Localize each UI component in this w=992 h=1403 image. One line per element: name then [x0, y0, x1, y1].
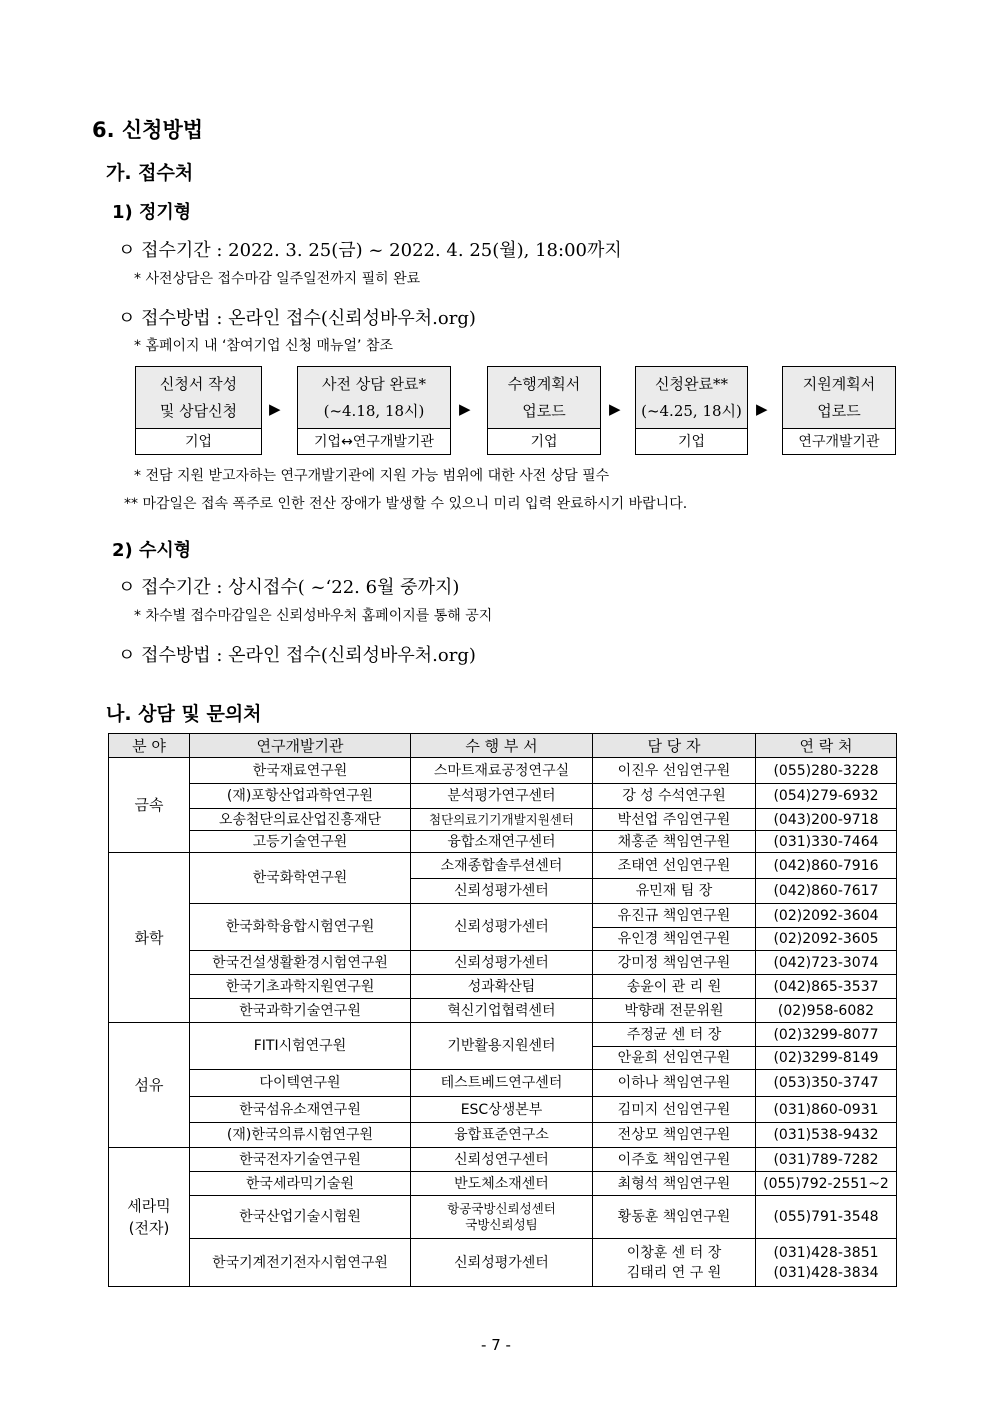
org-cell: 한국섬유소재연구원 — [190, 1097, 411, 1123]
dept-cell: 기반활용지원센터 — [411, 1023, 593, 1070]
flow-arrow-2: ▶ — [459, 400, 471, 418]
person-cell: 이주호 책임연구원 — [593, 1148, 756, 1172]
org-cell: 한국건설생활환경시험연구원 — [190, 951, 411, 975]
table-row — [109, 809, 897, 831]
table-row — [109, 1239, 897, 1287]
org-cell: 한국과학기술연구원 — [190, 999, 411, 1023]
flow-step-5-line2: 업로드 — [817, 401, 861, 420]
flow-step-4 — [635, 366, 748, 455]
subsection-b-title: 나. 상담 및 문의처 — [106, 703, 262, 725]
rolling-title: 2) 수시형 — [112, 540, 192, 561]
table-row — [109, 1097, 897, 1123]
person-cell: 유민재 팀 장 — [593, 879, 756, 904]
phone-cell: (042)723-3074 — [756, 951, 897, 975]
dept-line: 국방신뢰성팀 — [465, 1217, 538, 1232]
person-cell: 박선업 주임연구원 — [593, 809, 756, 831]
flow-step-1-actor: 기업 — [184, 433, 213, 450]
phone-cell — [756, 1239, 897, 1287]
flow-step-1-line2: 및 상담신청 — [159, 401, 238, 420]
regular-title: 1) 정기형 — [112, 202, 192, 223]
dept-cell: ESC상생본부 — [411, 1097, 593, 1123]
dept-cell: 혁신기업협력센터 — [411, 999, 593, 1023]
regular-method-note: * 홈페이지 내 ‘참여기업 신청 매뉴얼’ 참조 — [134, 338, 393, 354]
rolling-period-note: * 차수별 접수마감일은 신뢰성바우처 홈페이지를 통해 공지 — [134, 608, 493, 624]
regular-method: ㅇ 접수방법 : 온라인 접수(신뢰성바우처.org) — [118, 308, 476, 329]
phone-cell: (02)2092-3604 — [756, 904, 897, 928]
phone-cell: (055)791-3548 — [756, 1196, 897, 1239]
dept-cell: 신뢰성평가센터 — [411, 879, 593, 904]
dept-cell: 신뢰성평가센터 — [411, 951, 593, 975]
flow-step-4-actor: 기업 — [677, 433, 706, 450]
org-cell: (재)한국의류시험연구원 — [190, 1123, 411, 1148]
org-cell: 한국기초과학지원연구원 — [190, 975, 411, 999]
org-cell: 한국화학융합시험연구원 — [190, 904, 411, 951]
phone-cell: (055)280-3228 — [756, 758, 897, 784]
org-cell: 고등기술연구원 — [190, 831, 411, 853]
phone-cell: (043)200-9718 — [756, 809, 897, 831]
person-cell: 조태연 선임연구원 — [593, 853, 756, 879]
person-cell: 김미지 선임연구원 — [593, 1097, 756, 1123]
regular-period: ㅇ 접수기간 : 2022. 3. 25(금) ~ 2022. 4. 25(월), 18:00까지 — [118, 240, 622, 261]
table-row — [109, 1196, 897, 1239]
page-number: - 7 - — [481, 1336, 511, 1354]
flow-step-2-line1: 사전 상담 완료* — [322, 374, 426, 393]
flow-step-5-actor: 연구개발기관 — [798, 433, 880, 450]
table-row — [109, 975, 897, 999]
phone-line: (031)428-3851 — [773, 1244, 879, 1261]
table-row — [109, 1172, 897, 1196]
flow-step-2-actor: 기업↔연구개발기관 — [314, 433, 434, 450]
table-row — [109, 758, 897, 784]
rolling-period: ㅇ 접수기간 : 상시접수( ~‘22. 6월 중까지) — [118, 577, 460, 598]
phone-cell: (055)792-2551~2 — [756, 1172, 897, 1196]
person-line: 김태리 연 구 원 — [626, 1264, 722, 1281]
flow-step-3-line1: 수행계획서 — [507, 374, 581, 393]
dept-cell: 융합소재연구센터 — [411, 831, 593, 853]
dept-cell — [411, 1196, 593, 1239]
flow-step-3 — [487, 366, 601, 455]
org-cell: 한국화학연구원 — [190, 853, 411, 904]
table-row — [109, 831, 897, 853]
rolling-method: ㅇ 접수방법 : 온라인 접수(신뢰성바우처.org) — [118, 645, 476, 666]
phone-cell: (054)279-6932 — [756, 784, 897, 809]
person-cell: 박향래 전문위원 — [593, 999, 756, 1023]
person-cell: 이하나 책임연구원 — [593, 1070, 756, 1097]
dept-cell: 소재종합솔루션센터 — [411, 853, 593, 879]
person-cell: 전상모 책임연구원 — [593, 1123, 756, 1148]
org-cell: 한국재료연구원 — [190, 758, 411, 784]
phone-cell: (031)330-7464 — [756, 831, 897, 853]
person-cell: 송윤이 관 리 원 — [593, 975, 756, 999]
phone-line: (031)428-3834 — [773, 1264, 879, 1281]
flow-step-4-line2: (~4.25, 18시) — [641, 401, 742, 420]
org-cell: 다이텍연구원 — [190, 1070, 411, 1097]
dept-line: 항공국방신뢰성센터 — [447, 1201, 556, 1216]
person-cell: 주정균 센 터 장 — [593, 1023, 756, 1047]
dept-cell: 첨단의료기기개발지원센터 — [411, 809, 593, 831]
phone-cell: (02)3299-8077 — [756, 1023, 897, 1047]
person-cell: 이진우 선임연구원 — [593, 758, 756, 784]
subsection-a-title: 가. 접수처 — [106, 162, 194, 184]
dept-cell: 신뢰성평가센터 — [411, 1239, 593, 1287]
org-cell: 한국산업기술시험원 — [190, 1196, 411, 1239]
phone-cell: (031)789-7282 — [756, 1148, 897, 1172]
table-row — [109, 904, 897, 928]
person-cell: 강미정 책임연구원 — [593, 951, 756, 975]
flow-note-2: ** 마감일은 접속 폭주로 인한 전산 장애가 발생할 수 있으니 미리 입력 완료하시기 바랍니다. — [124, 496, 688, 512]
header-phone: 연 락 처 — [756, 734, 897, 758]
contacts-table — [108, 733, 897, 1287]
phone-cell: (042)860-7916 — [756, 853, 897, 879]
flow-arrow-4: ▶ — [756, 400, 768, 418]
dept-cell: 신뢰성연구센터 — [411, 1148, 593, 1172]
person-cell — [593, 1239, 756, 1287]
table-row — [109, 999, 897, 1023]
table-row — [109, 1070, 897, 1097]
regular-period-note: * 사전상담은 접수마감 일주일전까지 필히 완료 — [134, 271, 421, 287]
phone-cell: (053)350-3747 — [756, 1070, 897, 1097]
flow-step-5 — [782, 366, 896, 455]
category-cell: 섬유 — [109, 1023, 190, 1148]
org-cell: 한국기계전기전자시험연구원 — [190, 1239, 411, 1287]
person-cell: 채홍준 책임연구원 — [593, 831, 756, 853]
flow-step-2-line2: (~4.18, 18시) — [323, 401, 425, 420]
flow-step-1 — [135, 366, 262, 455]
org-cell: FITI시험연구원 — [190, 1023, 411, 1070]
phone-cell: (042)860-7617 — [756, 879, 897, 904]
dept-cell: 테스트베드연구센터 — [411, 1070, 593, 1097]
flow-arrow-3: ▶ — [609, 400, 621, 418]
person-cell: 최형석 책임연구원 — [593, 1172, 756, 1196]
person-cell: 유진규 책임연구원 — [593, 904, 756, 928]
dept-cell: 성과확산팀 — [411, 975, 593, 999]
dept-cell: 분석평가연구센터 — [411, 784, 593, 809]
dept-cell: 반도체소재센터 — [411, 1172, 593, 1196]
category-cell: 세라믹 (전자) — [109, 1148, 190, 1287]
flow-note-1: * 전담 지원 받고자하는 연구개발기관에 지원 가능 범위에 대한 사전 상담 필수 — [134, 468, 610, 484]
org-cell: 오송첨단의료산업진흥재단 — [190, 809, 411, 831]
person-cell: 유인경 책임연구원 — [593, 928, 756, 951]
header-person: 담 당 자 — [593, 734, 756, 758]
table-row — [109, 1123, 897, 1148]
flow-step-3-line2: 업로드 — [522, 401, 566, 420]
flow-step-2 — [297, 366, 451, 455]
dept-cell: 스마트재료공정연구실 — [411, 758, 593, 784]
person-line: 이창훈 센 터 장 — [626, 1244, 722, 1261]
table-row — [109, 1023, 897, 1047]
phone-cell: (02)2092-3605 — [756, 928, 897, 951]
flow-step-5-line1: 지원계획서 — [802, 374, 876, 393]
phone-cell: (02)3299-8149 — [756, 1047, 897, 1070]
person-cell: 안윤희 선임연구원 — [593, 1047, 756, 1070]
flow-step-1-line1: 신청서 작성 — [159, 374, 238, 393]
org-cell: 한국전자기술연구원 — [190, 1148, 411, 1172]
header-field: 분 야 — [109, 734, 190, 758]
category-cell: 금속 — [109, 758, 190, 853]
table-row — [109, 951, 897, 975]
flow-step-3-actor: 기업 — [530, 433, 558, 450]
phone-cell: (02)958-6082 — [756, 999, 897, 1023]
table-row — [109, 784, 897, 809]
org-cell: (재)포항산업과학연구원 — [190, 784, 411, 809]
category-cell: 화학 — [109, 853, 190, 1023]
flow-step-4-line1: 신청완료** — [655, 374, 728, 393]
table-header-row — [109, 734, 897, 758]
dept-cell: 신뢰성평가센터 — [411, 904, 593, 951]
person-cell: 강 성 수석연구원 — [593, 784, 756, 809]
phone-cell: (042)865-3537 — [756, 975, 897, 999]
flow-arrow-1: ▶ — [269, 400, 281, 418]
org-cell: 한국세라믹기술원 — [190, 1172, 411, 1196]
header-dept: 수 행 부 서 — [411, 734, 593, 758]
table-row — [109, 1148, 897, 1172]
dept-cell: 융합표준연구소 — [411, 1123, 593, 1148]
table-row — [109, 853, 897, 879]
person-cell: 황동훈 책임연구원 — [593, 1196, 756, 1239]
header-org: 연구개발기관 — [190, 734, 411, 758]
section-title: 6. 신청방법 — [92, 118, 204, 142]
phone-cell: (031)860-0931 — [756, 1097, 897, 1123]
phone-cell: (031)538-9432 — [756, 1123, 897, 1148]
